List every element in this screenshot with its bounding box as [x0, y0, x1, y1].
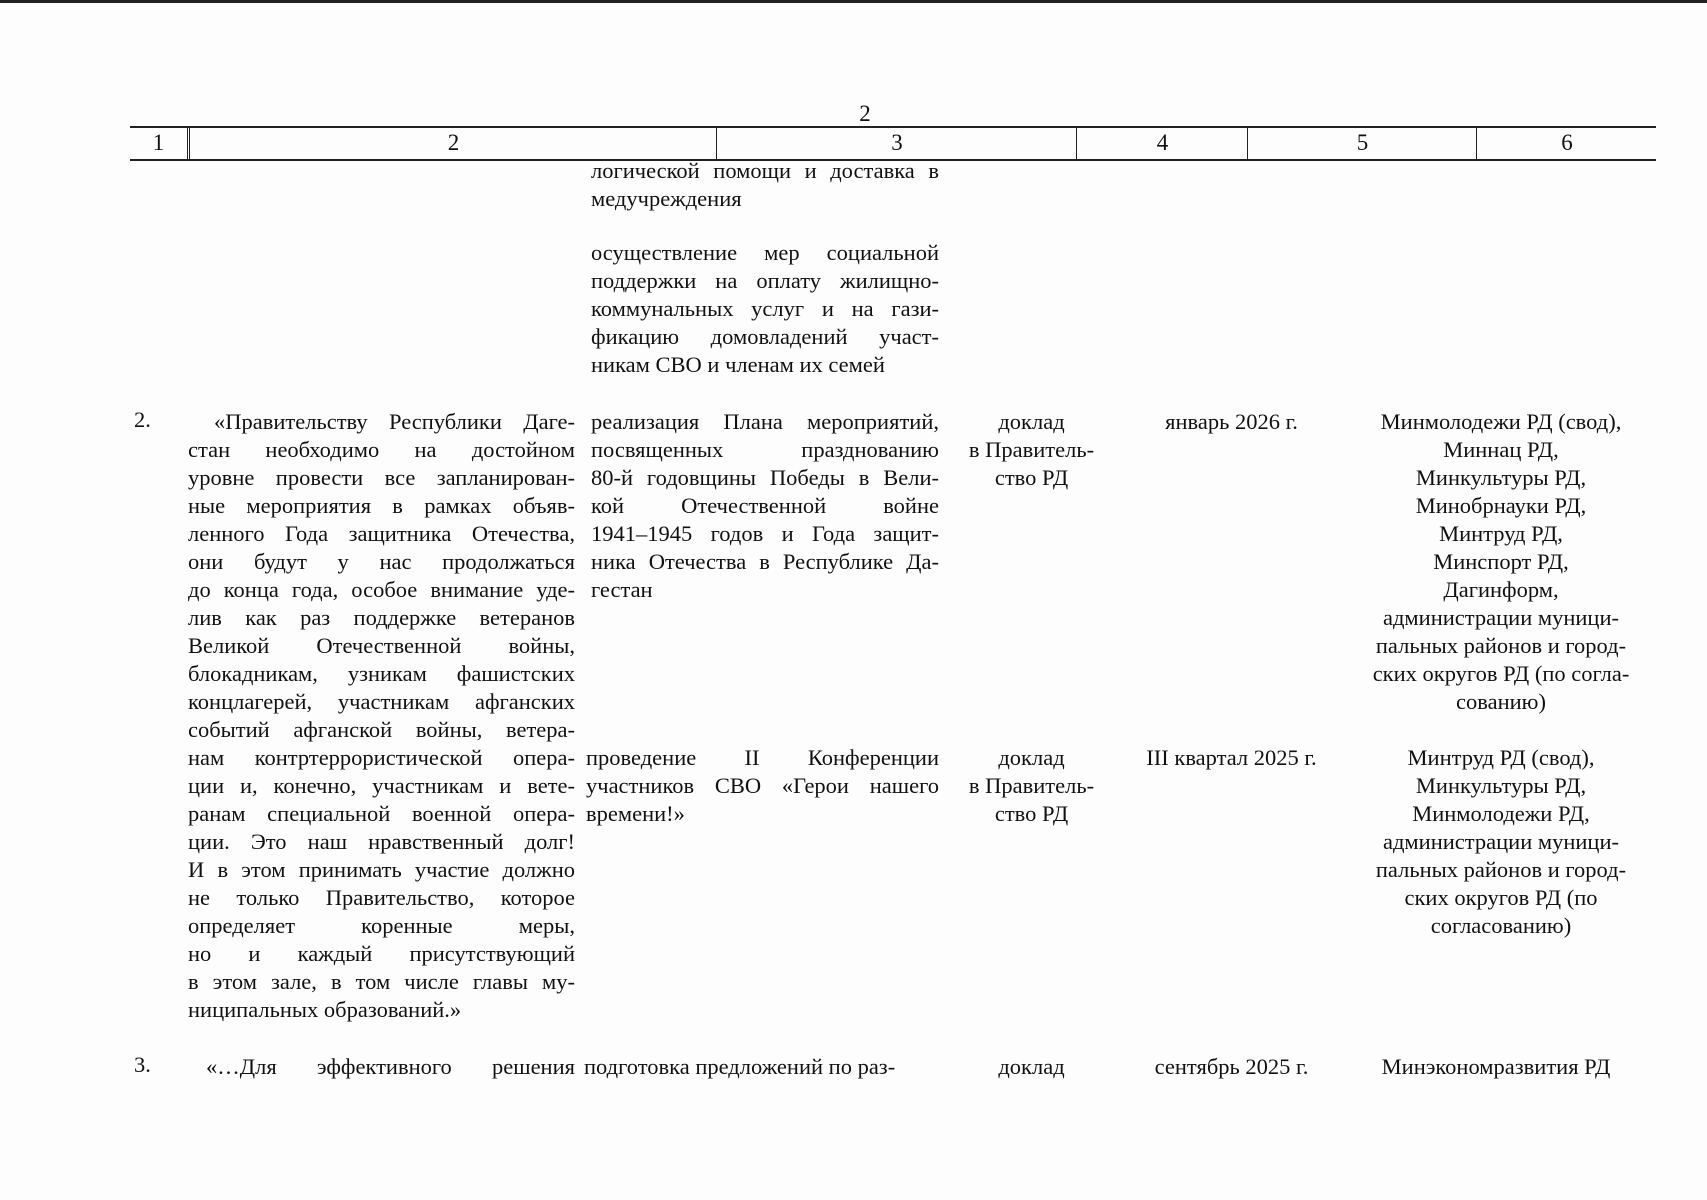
scan-edge — [0, 0, 1707, 3]
page-number: 2 — [859, 101, 871, 126]
row2-item1-responsible: Минмолодежи РД (свод), Миннац РД, Минкультуры РД, Минобрнауки РД, Минтруд РД, Минспорт РД, Дагинформ, администрации муници- пальных районов и город- ских округов РД (по согла- сованию) — [1372, 409, 1630, 714]
row2-item1-form: доклад в Правитель- ство РД — [968, 409, 1095, 490]
continuation-measure-2: осуществление мер социальной поддержки на оплату жилищно- коммунальных услуг и на гази- фикацию домовладений участ- никам СВО и членам их семей — [591, 240, 939, 377]
row2-item1-deadline: январь 2026 г. — [1165, 409, 1298, 434]
row3-measure: подготовка предложений по раз- — [584, 1054, 896, 1079]
row3-form: доклад — [998, 1054, 1065, 1079]
continuation-measure-1: логической помощи и доставка в медучреждения — [591, 158, 939, 211]
row3-quote: «…Для эффективного решения — [206, 1054, 575, 1079]
row2-item1-measure: реализация Плана мероприятий, посвященных празднованию 80-й годовщины Победы в Вели- кой Отечественной войне 1941–1945 годов и Года защит- ника Отечества в Республике Да- гестан — [591, 409, 939, 602]
header-col-6: 6 — [1476, 128, 1657, 159]
row2-item2-responsible: Минтруд РД (свод), Минкультуры РД, Минмолодежи РД, администрации муници- пальных районов и город- ских округов РД (по согласованию) — [1375, 745, 1627, 938]
header-col-3: 3 — [716, 128, 1077, 159]
row-number-2: 2. — [134, 407, 151, 432]
row3-responsible: Минэкономразвития РД — [1381, 1054, 1611, 1079]
row2-item2-measure: проведение II Конференции участников СВО «Герои нашего времени!» — [586, 745, 939, 826]
header-col-1: 1 — [152, 130, 165, 155]
table-header-row — [130, 126, 1656, 161]
row2-quote: «Правительству Республики Даге- стан необходимо на достойном уровне провести все запланирован- ные мероприятия в рамках объяв- ленного Года защитника Отечества, они будут у нас продолжаться до конца года, особое внимание уде- лив как раз поддержке ветеранов Великой Отечественной войны, блокадникам, узникам фашистских концлагерей, участникам афганских событий афганской войны, ветера- нам контртеррористической опера- ции и, конечно, участникам и вете- ранам специальной военной опера- ции. Это наш нравственный долг! И в этом принимать участие должно не только Правительство, которое определяет коренные меры, но и каждый присутствующий в этом зале, в том числе главы му- ниципальных образований.» — [188, 409, 575, 1022]
row-number-3: 3. — [134, 1052, 151, 1077]
header-col-2: 2 — [189, 128, 717, 159]
header-col-5: 5 — [1247, 128, 1477, 159]
row2-item2-form: доклад в Правитель- ство РД — [968, 745, 1095, 826]
row3-deadline: сентябрь 2025 г. — [1154, 1054, 1309, 1079]
header-col-4: 4 — [1076, 128, 1248, 159]
row2-item2-deadline: III квартал 2025 г. — [1146, 745, 1317, 770]
